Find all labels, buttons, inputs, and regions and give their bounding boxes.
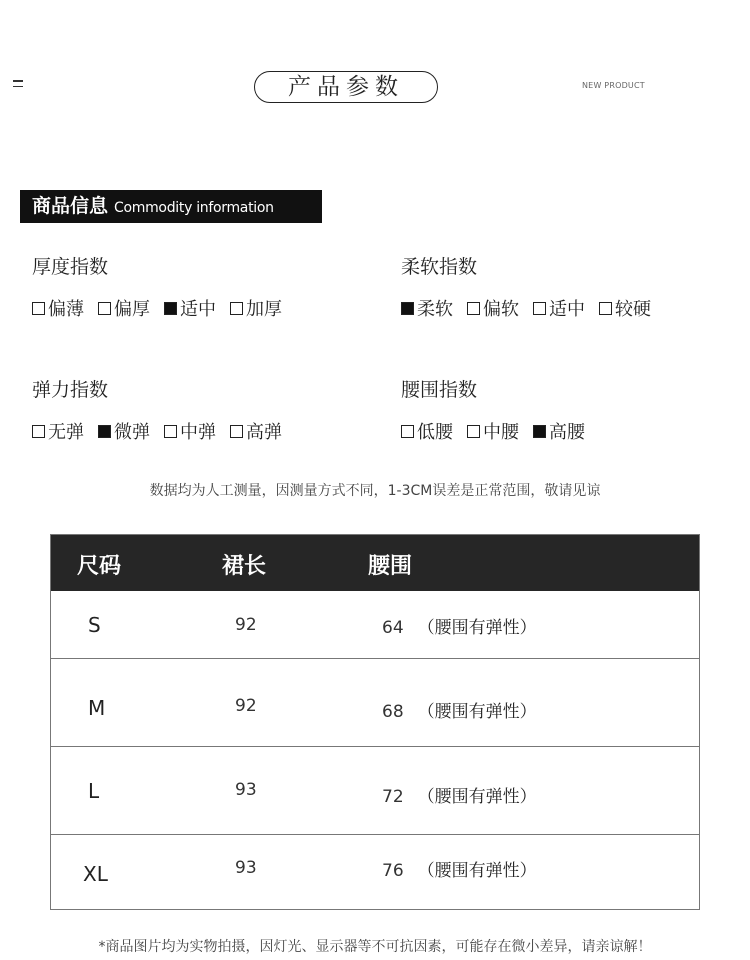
cell-waist-note: （腰围有弹性） <box>417 861 537 881</box>
unchecked-box-icon <box>401 425 414 438</box>
cell-size: M <box>88 696 106 720</box>
checked-box-icon <box>401 302 414 315</box>
header-length: 裙长 <box>222 554 267 579</box>
thickness-option-label: 适中 <box>180 299 216 320</box>
cell-length: 92 <box>235 615 257 635</box>
elasticity-options <box>32 418 296 444</box>
waist-option-label: 高腰 <box>549 422 585 443</box>
menu-icon[interactable] <box>13 80 23 91</box>
softness-option-label: 较硬 <box>615 299 651 320</box>
waist-option <box>467 418 519 444</box>
waist-index-label: 腰围指数 <box>401 379 478 401</box>
cell-size: XL <box>83 862 108 886</box>
thickness-option <box>164 295 216 321</box>
waist-option <box>401 418 453 444</box>
thickness-option-label: 加厚 <box>246 299 282 320</box>
elasticity-option <box>230 418 282 444</box>
softness-option <box>467 295 519 321</box>
cell-size: L <box>88 779 100 803</box>
waist-option <box>533 418 585 444</box>
waist-options <box>401 418 599 444</box>
softness-option-label: 适中 <box>549 299 585 320</box>
table-header <box>51 535 699 591</box>
thickness-options <box>32 295 296 321</box>
header-size: 尺码 <box>77 554 122 579</box>
softness-option <box>533 295 585 321</box>
unchecked-box-icon <box>599 302 612 315</box>
thickness-option-label: 偏薄 <box>48 299 84 320</box>
unchecked-box-icon <box>230 425 243 438</box>
thickness-option <box>32 295 84 321</box>
unchecked-box-icon <box>164 425 177 438</box>
cell-length: 92 <box>235 696 257 716</box>
unchecked-box-icon <box>32 302 45 315</box>
page-title: 产品参数 <box>254 71 438 103</box>
waist-option-label: 中腰 <box>483 422 519 443</box>
elasticity-option <box>32 418 84 444</box>
thickness-index-label: 厚度指数 <box>32 256 109 278</box>
table-row <box>51 834 699 909</box>
softness-option <box>401 295 453 321</box>
elasticity-option <box>98 418 150 444</box>
cell-waist: 68 <box>382 702 404 722</box>
thickness-option <box>230 295 282 321</box>
photo-disclaimer: *商品图片均为实物拍摄，因灯光、显示器等不可抗因素，可能存在微小差异，请亲谅解！ <box>98 939 652 955</box>
softness-option-label: 偏软 <box>483 299 519 320</box>
new-product-tag: NEW PRODUCT <box>582 81 645 90</box>
cell-waist: 72 <box>382 787 404 807</box>
elasticity-option-label: 高弹 <box>246 422 282 443</box>
unchecked-box-icon <box>32 425 45 438</box>
table-row <box>51 658 699 746</box>
cell-length: 93 <box>235 780 257 800</box>
cell-waist-note: （腰围有弹性） <box>417 787 537 807</box>
elasticity-option <box>164 418 216 444</box>
softness-index-label: 柔软指数 <box>401 256 478 278</box>
elasticity-index-label: 弹力指数 <box>32 379 109 401</box>
thickness-option-label: 偏厚 <box>114 299 150 320</box>
unchecked-box-icon <box>98 302 111 315</box>
info-title-cn: 商品信息 <box>32 195 109 217</box>
cell-length: 93 <box>235 858 257 878</box>
cell-size: S <box>88 613 101 637</box>
unchecked-box-icon <box>533 302 546 315</box>
elasticity-option-label: 微弹 <box>114 422 150 443</box>
cell-waist: 64 <box>382 618 404 638</box>
elasticity-option-label: 中弹 <box>180 422 216 443</box>
unchecked-box-icon <box>467 425 480 438</box>
waist-option-label: 低腰 <box>417 422 453 443</box>
size-table <box>50 534 700 910</box>
softness-option <box>599 295 651 321</box>
cell-waist-note: （腰围有弹性） <box>417 702 537 722</box>
elasticity-option-label: 无弹 <box>48 422 84 443</box>
thickness-option <box>98 295 150 321</box>
table-row <box>51 591 699 658</box>
header-waist: 腰围 <box>368 554 413 579</box>
info-title-en: Commodity information <box>114 200 274 216</box>
unchecked-box-icon <box>230 302 243 315</box>
unchecked-box-icon <box>467 302 480 315</box>
cell-waist: 76 <box>382 861 404 881</box>
cell-waist-note: （腰围有弹性） <box>417 618 537 638</box>
commodity-info-bar <box>20 190 322 223</box>
checked-box-icon <box>98 425 111 438</box>
checked-box-icon <box>533 425 546 438</box>
softness-option-label: 柔软 <box>417 299 453 320</box>
table-row <box>51 746 699 834</box>
measurement-note: 数据均为人工测量，因测量方式不同，1-3CM误差是正常范围，敬请见谅 <box>149 483 601 499</box>
softness-options <box>401 295 665 321</box>
checked-box-icon <box>164 302 177 315</box>
